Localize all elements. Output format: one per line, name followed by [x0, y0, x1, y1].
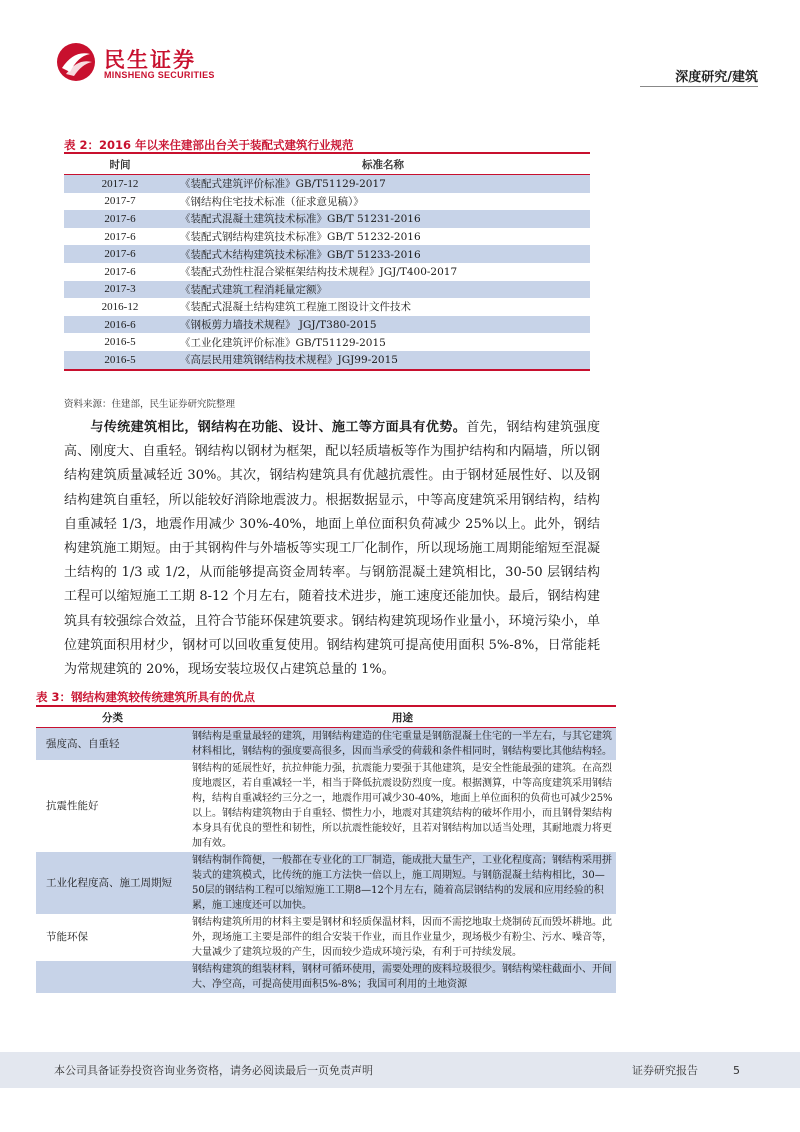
- section-label: 深度研究/建筑: [675, 70, 758, 85]
- table-row: [64, 263, 590, 281]
- row-standard-name: 《装配式劲性柱混合梁框架结构技术规程》JGJ/T400-2017: [180, 266, 458, 279]
- row-standard-name: 《装配式混凝土结构建筑工程施工图设计文件技术: [180, 301, 411, 314]
- row-standard-name: 《装配式木结构建筑技术标准》GB/T 51233-2016: [176, 245, 590, 263]
- row-category: 工业化程度高、施工周期短: [36, 852, 189, 914]
- lead-sentence: 与传统建筑相比，钢结构在功能、设计、施工等方面具有优势。: [90, 420, 467, 435]
- row-time: 2017-7: [104, 195, 136, 208]
- row-standard-name: 《钢结构住宅技术标准（征求意见稿）》: [180, 195, 364, 208]
- footer-disclaimer: 本公司具备证券投资咨询业务资格，请务必阅读最后一页免责声明: [54, 1064, 373, 1077]
- row-description: 钢结构制作简便，一般都在专业化的工厂制造，能成批大量生产，工业化程度高；钢结构采用拼装式的建筑模式，比传统的施工方法快一倍以上，施工周期短。与钢筋混凝土结构相比，30—50层的钢结构工程可以缩短施工工期8—12个月左右，随着高层钢结构的发展和应用经验的积累，施工速度还可以加快。: [189, 852, 616, 914]
- row-standard-name: 《高层民用建筑钢结构技术规程》JGJ99-2015: [176, 351, 590, 370]
- table2-caption: 表 2：2016 年以来住建部出台关于装配式建筑行业规范: [64, 138, 354, 152]
- table-row: [36, 728, 616, 761]
- table-row: [64, 351, 590, 370]
- row-standard-name: 《装配式混凝土建筑技术标准》GB/T 51231-2016: [176, 210, 590, 228]
- table-row: [64, 281, 590, 299]
- table-row: [64, 210, 590, 228]
- row-description: 钢结构建筑所用的材料主要是钢材和轻质保温材料，因而不需挖地取土烧制砖瓦而毁坏耕地。此外，现场施工主要是部件的组合安装干作业，而且作业量少，现场极少有粉尘、污水、噪音等，大量减少了建筑垃圾的产生，因而较少造成环境污染，有利于可持续发展。: [192, 917, 612, 958]
- row-category: 节能环保: [46, 931, 88, 943]
- table-row: [64, 193, 590, 211]
- minsheng-logo-icon: [56, 42, 96, 82]
- row-category: 强度高、自重轻: [36, 728, 189, 761]
- row-description: 钢结构的延展性好，抗拉伸能力强，抗震能力要强于其他建筑，是安全性能最强的建筑。在高烈度地震区，若自重减轻一半，相当于降低抗震设防烈度一度。根据测算，中等高度建筑采用钢结构，结构自重减轻约三分之一，地震作用可减少30-40%，地面上单位面积的负荷也可减少25%以上。钢结构建筑物由于自重轻、惯性力小，地震对其建筑结构的破坏作用小，而且钢骨架结构本身具有优良的塑性和韧性，所以抗震性能较好，且若对钢结构加以适当处理，其耐地震力将更加有效。: [192, 763, 613, 849]
- row-standard-name: 《工业化建筑评价标准》GB/T51129-2015: [180, 336, 386, 349]
- row-time: 2017-6: [64, 210, 176, 228]
- table-row: [36, 760, 616, 852]
- table2-source: 资料来源：住建部，民生证券研究院整理: [64, 399, 236, 410]
- row-time: 2016-12: [101, 300, 139, 313]
- brand-name-cn: 民生证券: [104, 48, 196, 72]
- table-row: [64, 175, 590, 193]
- table-row: [36, 961, 616, 993]
- footer-report: [632, 1062, 740, 1078]
- footer-report-label: 证券研究报告: [632, 1064, 698, 1077]
- table-row: [64, 228, 590, 246]
- body-text: 首先，钢结构建筑强度高、刚度大、自重轻。钢结构以钢材为框架，配以轻质墙板等作为围护结构和内隔墙，所以钢结构建筑质量减轻近 30%。其次，钢结构建筑具有优越抗震性。由于钢材延展性好、以及钢结构建筑自重轻，所以能较好消除地震波力。根据数据显示，中等高度建筑采用钢结构，结构自重减轻 1/3，地震作用减少 30%-40%，地面上单位面积负荷减少 25%以上。此外，钢结构建筑施工期短。由于其钢构件与外墙板等实现工厂化制作，所以现场施工周期能缩短至混凝土结构的 1/3 或 1/2，从而能够提高资金周转率。与钢筋混凝土建筑相比，30-50 层钢结构工程可以缩短施工工期 8-12 个月左右，随着技术进步，施工速度还能加快。最后，钢结构建筑具有较强综合效益，且符合节能环保建筑要求。钢结构建筑现场作业量小，环境污染小，单位建筑面积用材少，钢材可以回收重复使用。钢结构建筑可提高使用面积 5%-8%，日常能耗为常规建筑的 20%，现场安装垃圾仅占建筑总量的 1%。: [64, 420, 600, 678]
- table-row: [64, 245, 590, 263]
- row-description: 钢结构建筑的组装材料，钢材可循环使用，需要处理的废料垃圾很少。钢结构梁柱截面小、开间大、净空高，可提高使用面积5%-8%；我国可利用的土地资源: [189, 961, 616, 993]
- row-time: 2017-3: [64, 281, 176, 299]
- brand-name-en: MINSHENG SECURITIES: [104, 70, 215, 80]
- row-time: 2017-12: [64, 175, 176, 193]
- page-number: 5: [733, 1064, 740, 1077]
- table-row: [64, 298, 590, 316]
- table-row: [36, 852, 616, 914]
- col-use-header: 用途: [189, 706, 616, 728]
- standards-table: [64, 152, 590, 371]
- col-time-header: 时间: [64, 153, 176, 175]
- row-standard-name: 《装配式钢结构建筑技术标准》GB/T 51232-2016: [180, 231, 421, 244]
- row-standard-name: 《装配式建筑工程消耗量定额》: [176, 281, 590, 299]
- row-time: 2016-5: [104, 336, 136, 349]
- page-header: [0, 0, 800, 100]
- row-category: 抗震性能好: [46, 799, 99, 812]
- table-row: [36, 914, 616, 961]
- row-time: 2017-6: [64, 245, 176, 263]
- row-standard-name: 《装配式建筑评价标准》GB/T51129-2017: [176, 175, 590, 193]
- row-standard-name: 《钢板剪力墙技术规程》 JGJ/T380-2015: [176, 316, 590, 334]
- table-row: [64, 316, 590, 334]
- row-time: 2016-6: [64, 316, 176, 334]
- row-time: 2016-5: [64, 351, 176, 370]
- body-paragraph: [64, 416, 600, 682]
- row-description: 钢结构是重量最轻的建筑，用钢结构建造的住宅重量是钢筋混凝土住宅的一半左右，与其它建筑材料相比，钢结构的强度要高很多，因而当承受的荷载和条件相同时，钢结构要比其他结构轻。: [189, 728, 616, 761]
- table3-caption: 表 3：钢结构建筑较传统建筑所具有的优点: [36, 690, 256, 704]
- col-name-header: 标准名称: [176, 153, 590, 175]
- row-time: 2017-6: [104, 265, 136, 278]
- table-row: [64, 333, 590, 351]
- advantages-table: [36, 705, 616, 993]
- row-time: 2017-6: [104, 230, 136, 243]
- col-type-header: 分类: [36, 706, 189, 728]
- row-category: [36, 961, 189, 993]
- header-divider: [640, 86, 758, 87]
